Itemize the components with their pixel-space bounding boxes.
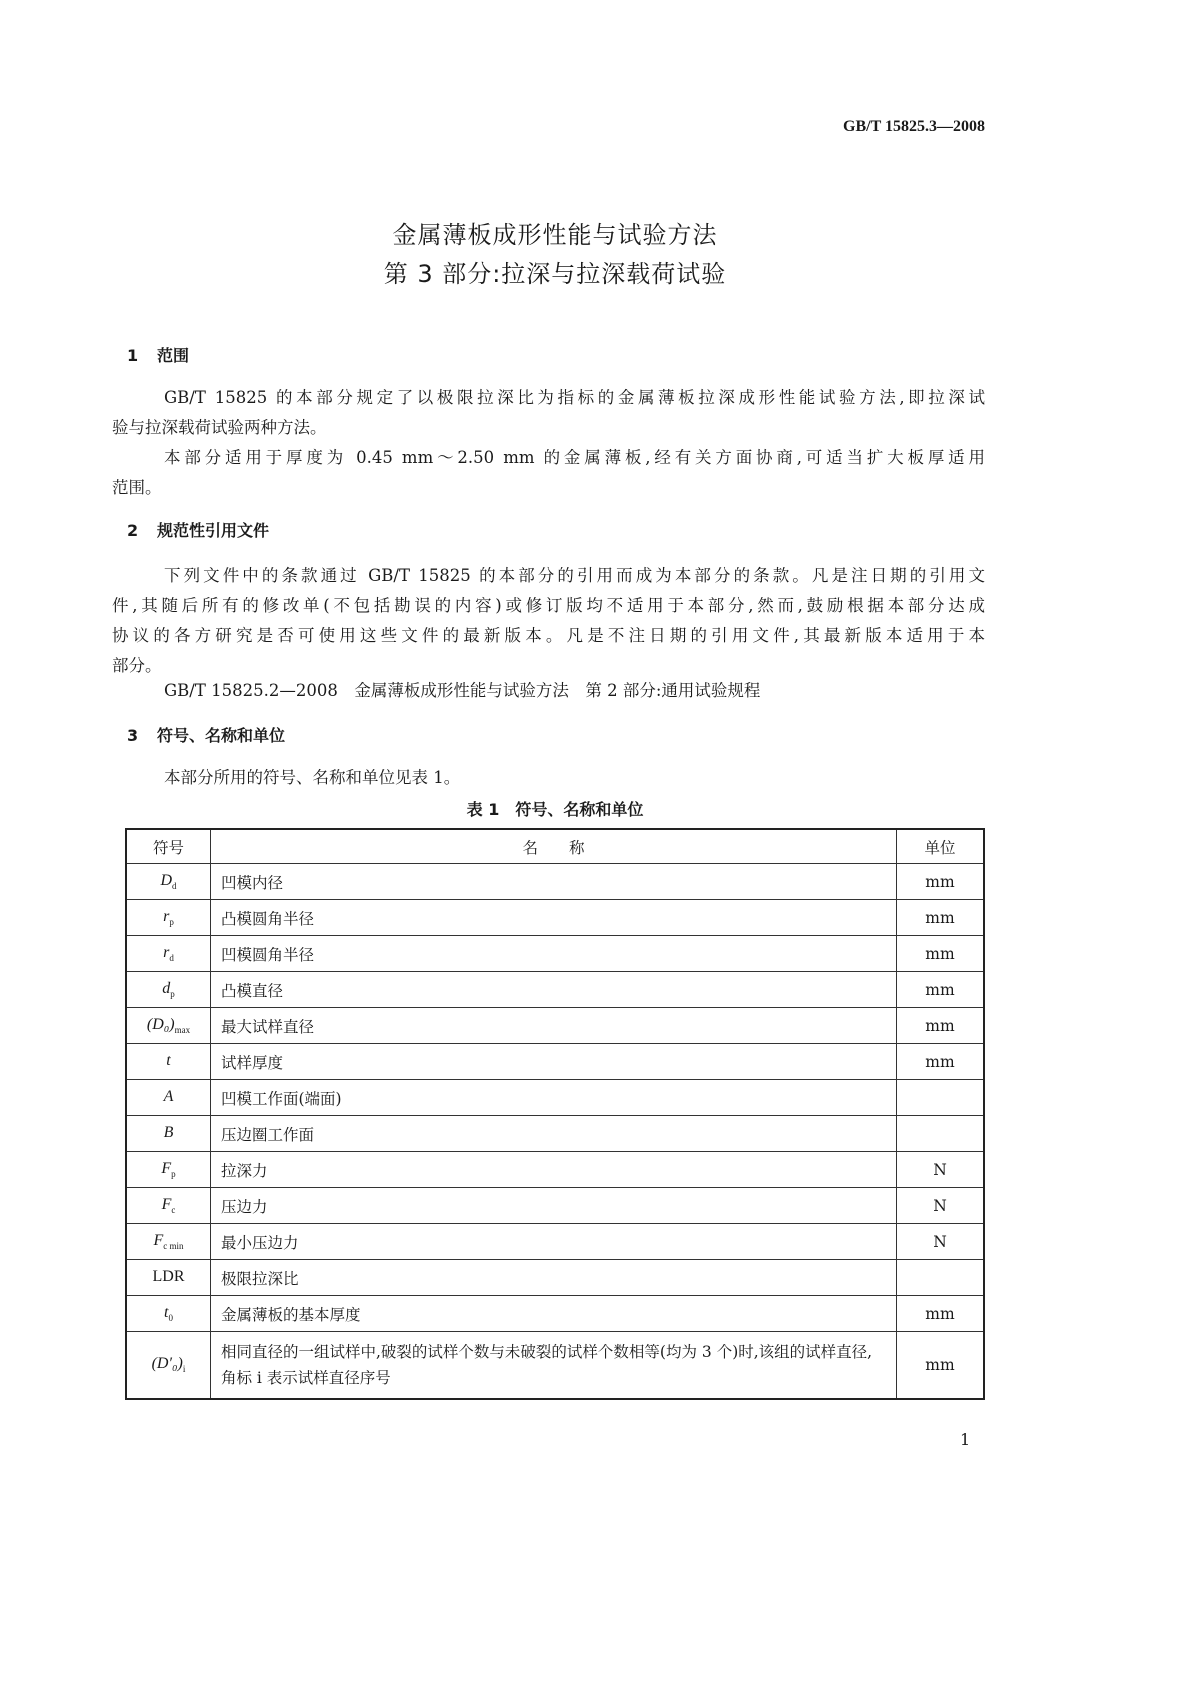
table-row [126,900,984,936]
symbol: B [163,1123,174,1141]
section-title: 符号、名称和单位 [157,726,286,745]
section-title: 范围 [157,346,190,365]
symbol-cell [126,1224,211,1260]
symbol-subscript: max [174,1025,191,1036]
unit-cell [897,1260,985,1296]
paragraph-line: 本部分所用的符号、名称和单位见表 1。 [164,768,461,787]
name-cell: 最大试样直径 [211,1008,897,1044]
table-row [126,1044,984,1080]
symbol-subscript: c [171,1205,176,1216]
section-heading [127,723,285,746]
page-number: 1 [960,1430,971,1449]
unit-cell: mm [897,864,985,900]
paragraph-line: 部分。 [112,656,162,675]
symbol: D [160,871,173,889]
symbol: F [153,1231,164,1249]
table-row [126,1224,984,1260]
unit-cell: N [897,1224,985,1260]
header-name: 名 称 [211,829,897,864]
name-cell: 凸模圆角半径 [211,900,897,936]
name-cell: 最小压边力 [211,1224,897,1260]
symbol: t [164,1303,169,1321]
table-row [126,936,984,972]
symbol: F [161,1195,172,1213]
name-cell: 凹模圆角半径 [211,936,897,972]
paragraph-line: 件,其随后所有的修改单(不包括勘误的内容)或修订版均不适用于本部分,然而,鼓励根据本部分达成 [112,596,985,615]
paragraph-line: 范围。 [112,478,162,497]
name-cell: 凹模工作面(端面) [211,1080,897,1116]
section-number: 1 [127,346,139,365]
symbol-subscript: d [172,881,177,892]
symbol: F [161,1159,172,1177]
table-row [126,1152,984,1188]
name-cell: 试样厚度 [211,1044,897,1080]
symbol-cell [126,1332,211,1400]
paragraph [112,443,985,503]
symbol-subscript: i [182,1364,186,1375]
paragraph [112,676,985,706]
unit-cell: mm [897,972,985,1008]
symbol-cell [126,1296,211,1332]
symbol-cell [126,1260,211,1296]
unit-cell: mm [897,1008,985,1044]
unit-cell [897,1116,985,1152]
unit-cell: mm [897,1296,985,1332]
section-heading [127,343,189,366]
name-cell: 压边圈工作面 [211,1116,897,1152]
symbols-table [125,828,985,1400]
unit-cell: N [897,1188,985,1224]
symbol: A [163,1087,174,1105]
header-unit: 单位 [897,829,985,864]
paragraph-line: 本部分适用于厚度为 0.45 mm～2.50 mm 的金属薄板,经有关方面协商,可适当扩大板厚适用 [164,448,985,467]
section-title: 规范性引用文件 [157,521,270,540]
symbol: d [162,979,171,997]
paragraph-line: 下列文件中的条款通过 GB/T 15825 的本部分的引用而成为本部分的条款。凡是注日期的引用文 [164,566,985,585]
name-cell: 凸模直径 [211,972,897,1008]
name-cell: 极限拉深比 [211,1260,897,1296]
symbol-subscript: 0 [168,1313,173,1324]
table-row [126,1296,984,1332]
table-row [126,1116,984,1152]
paragraph-line: GB/T 15825 的本部分规定了以极限拉深比为指标的金属薄板拉深成形性能试验方法,即拉深试 [164,388,985,407]
section-heading [127,518,269,541]
unit-cell [897,1080,985,1116]
symbol-cell [126,900,211,936]
section-number: 2 [127,521,139,540]
symbol-cell [126,1008,211,1044]
symbol-cell [126,1080,211,1116]
symbol-cell [126,972,211,1008]
symbol-cell [126,1152,211,1188]
name-cell: 拉深力 [211,1152,897,1188]
symbol-cell [126,864,211,900]
header-symbol: 符号 [126,829,211,864]
symbol: (D′₀) [151,1355,183,1373]
symbol: LDR [152,1267,185,1285]
table-row [126,1188,984,1224]
table-row [126,1080,984,1116]
section-number: 3 [127,726,139,745]
symbol: (D₀) [146,1015,175,1033]
standard-number: GB/T 15825.3—2008 [843,118,985,135]
unit-cell: N [897,1152,985,1188]
paragraph-line: GB/T 15825.2—2008 金属薄板成形性能与试验方法 第 2 部分:通用试验规程 [164,681,761,700]
table-caption: 表 1 符号、名称和单位 [466,800,644,819]
symbol-subscript: p [169,917,174,928]
unit-cell: mm [897,1332,985,1400]
symbol: r [163,943,170,961]
unit-cell: mm [897,1044,985,1080]
table-row [126,972,984,1008]
symbol-subscript: d [169,953,174,964]
paragraph [112,561,985,681]
table-header-row [126,829,984,864]
unit-cell: mm [897,900,985,936]
symbol-cell [126,1188,211,1224]
name-cell: 凹模内径 [211,864,897,900]
symbol: r [163,907,170,925]
table-row [126,1008,984,1044]
document-subtitle: 第 3 部分:拉深与拉深载荷试验 [383,260,727,288]
name-cell: 相同直径的一组试样中,破裂的试样个数与未破裂的试样个数相等(均为 3 个)时,该组的试样直径,角标 i 表示试样直径序号 [211,1332,897,1400]
table-row [126,1260,984,1296]
paragraph-line: 验与拉深载荷试验两种方法。 [112,418,327,437]
name-cell: 金属薄板的基本厚度 [211,1296,897,1332]
name-cell: 压边力 [211,1188,897,1224]
symbol-cell [126,936,211,972]
symbol-cell [126,1116,211,1152]
paragraph-line: 协议的各方研究是否可使用这些文件的最新版本。凡是不注日期的引用文件,其最新版本适用于本 [112,626,985,645]
symbol-subscript: p [171,1169,176,1180]
table-row [126,1332,984,1400]
paragraph [112,383,985,443]
symbol-cell [126,1044,211,1080]
paragraph [112,763,985,793]
symbol: t [166,1051,171,1069]
unit-cell: mm [897,936,985,972]
symbol-subscript: p [170,989,175,1000]
document-title: 金属薄板成形性能与试验方法 [392,221,718,249]
symbol-subscript: c min [163,1241,184,1252]
table-row [126,864,984,900]
